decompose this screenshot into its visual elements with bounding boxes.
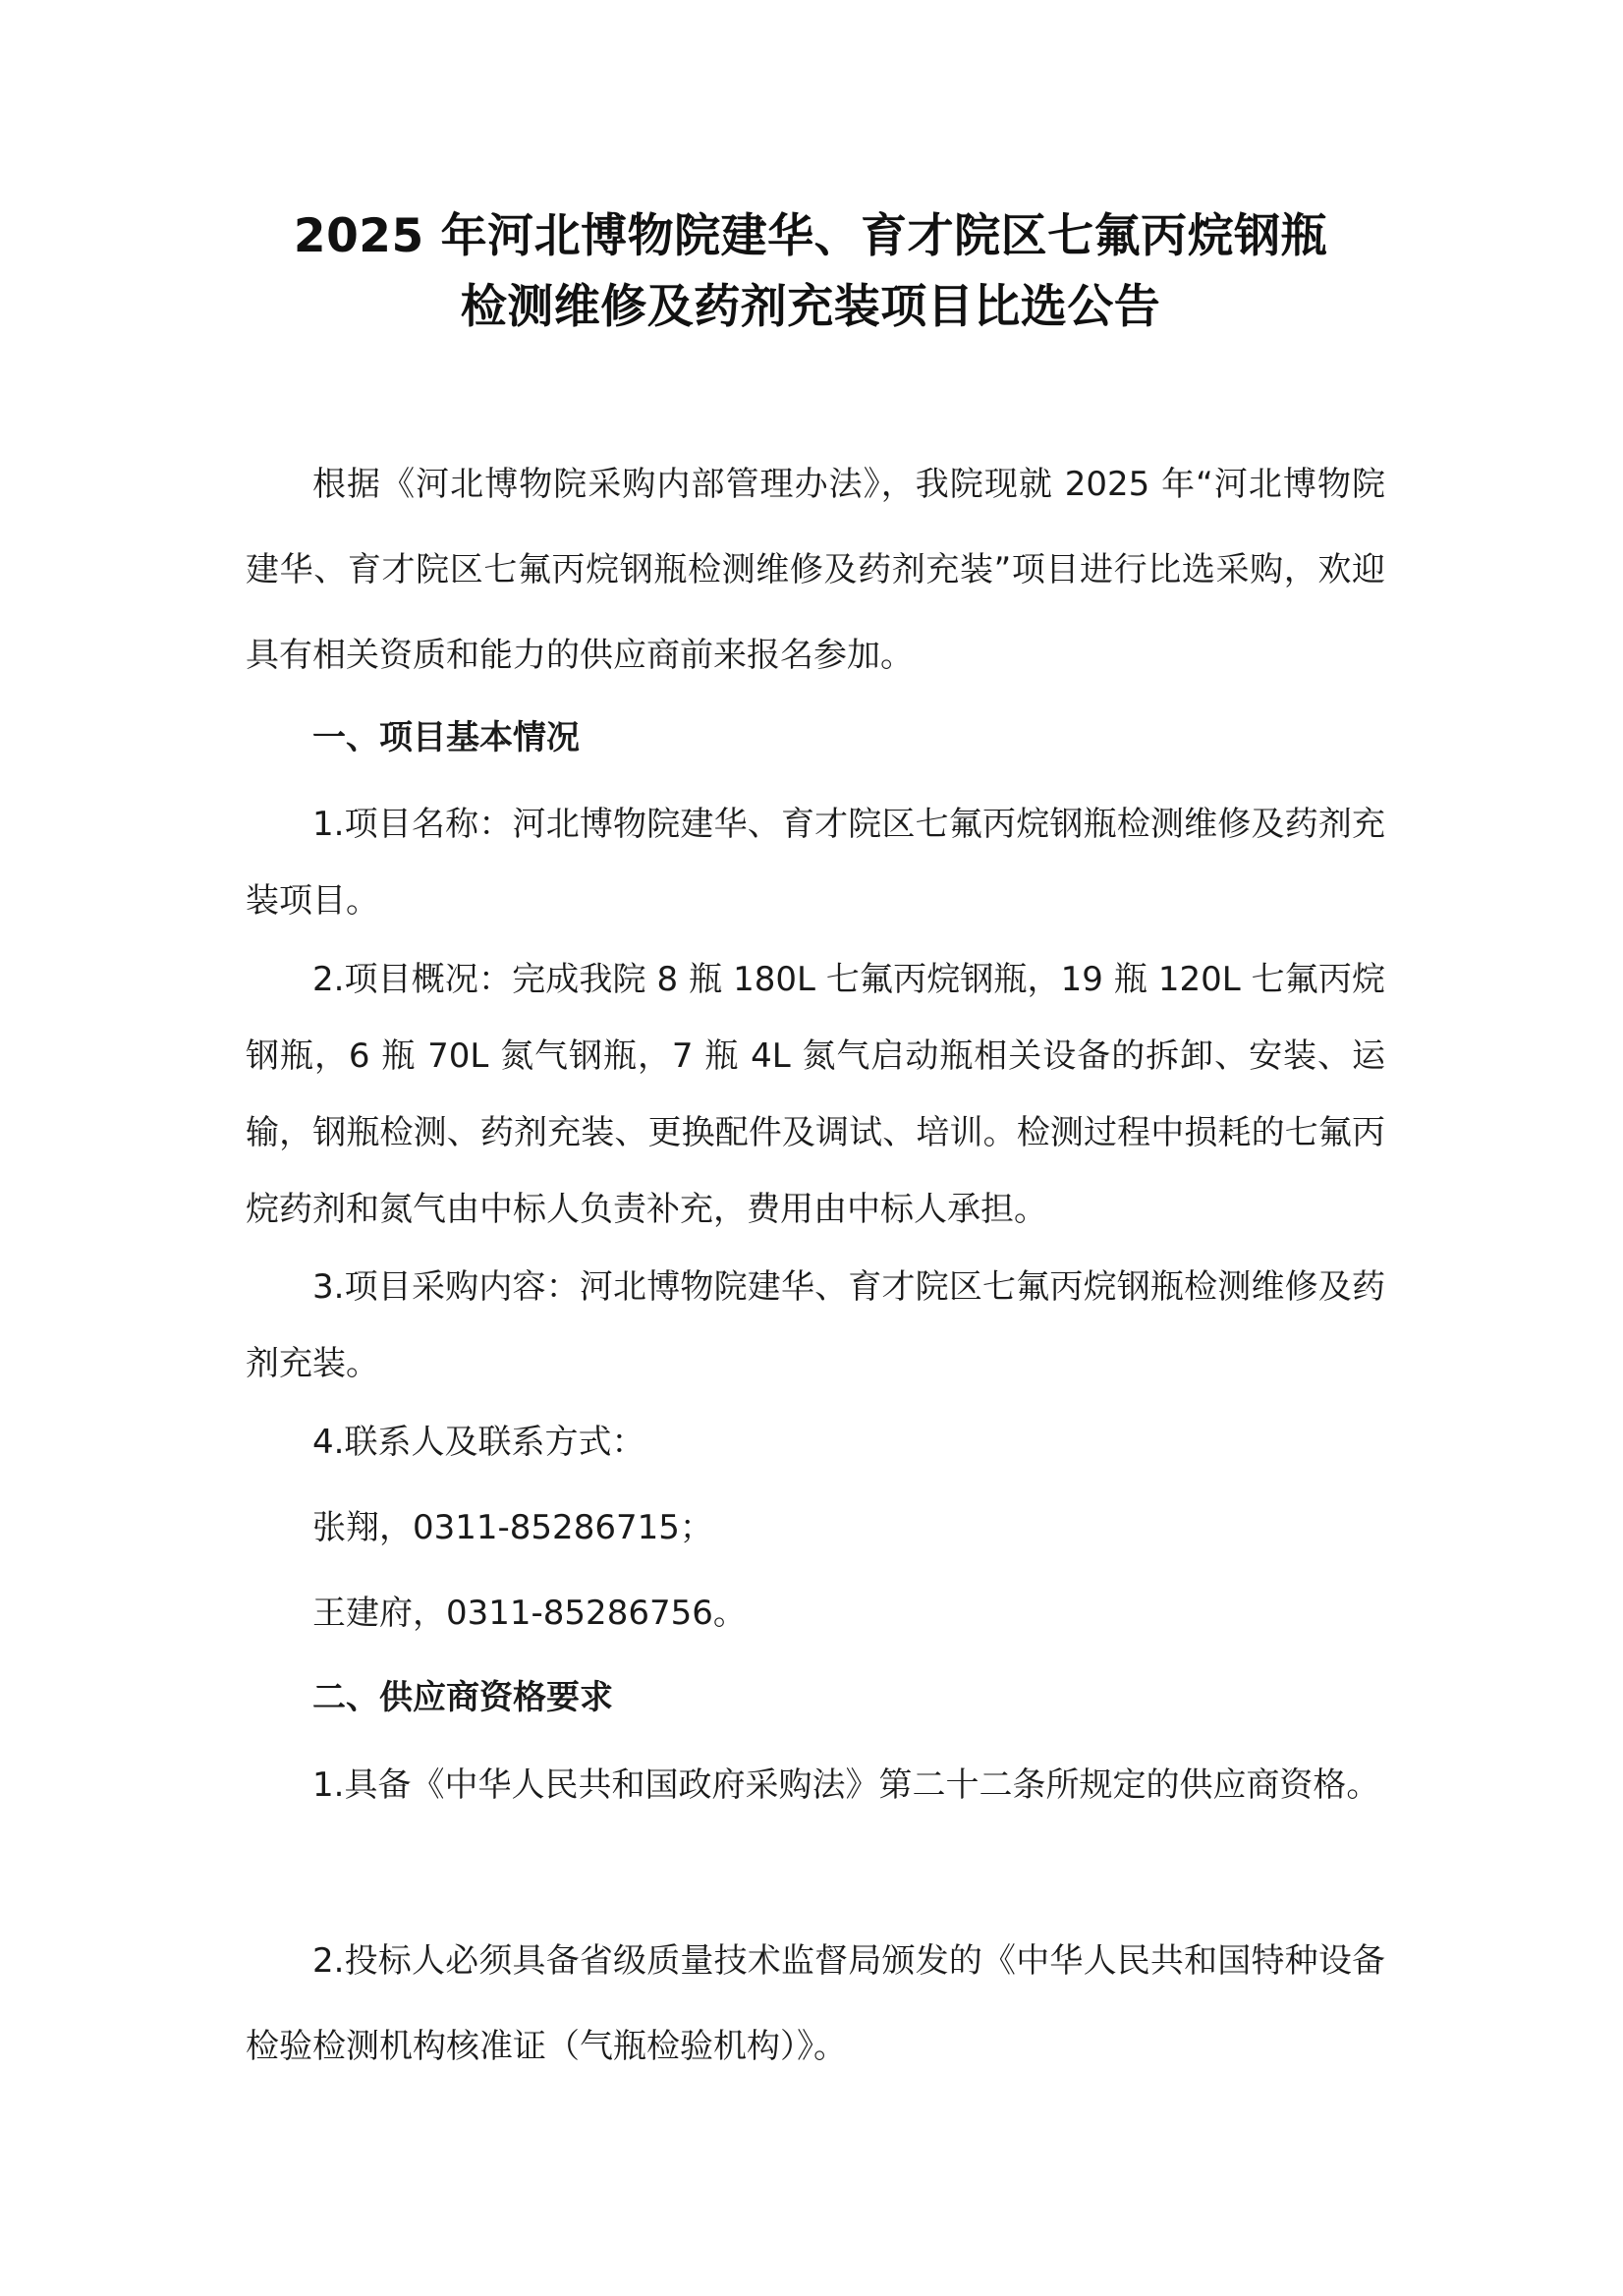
contact-wang: 王建府，0311-85286756。	[312, 1594, 747, 1633]
intro-block	[246, 442, 1385, 699]
section-2-item-2-block	[246, 1919, 1385, 2090]
title-line-1: 2025 年河北博物院建华、育才院区七氟丙烷钢瓶	[293, 209, 1328, 263]
title-line-2: 检测维修及药剂充装项目比选公告	[460, 280, 1161, 334]
section-1-heading: 一、项目基本情况	[312, 718, 580, 757]
document-title	[246, 201, 1375, 343]
contact-label: 4.联系人及联系方式：	[312, 1423, 645, 1462]
section-1-item-1-block	[246, 786, 1385, 939]
section-1-item-1: 1.项目名称：河北博物院建华、育才院区七氟丙烷钢瓶检测维修及药剂充装项目。	[246, 805, 1385, 921]
section-2-heading: 二、供应商资格要求	[312, 1678, 613, 1717]
contact-zhang: 张翔，0311-85286715；	[312, 1508, 713, 1547]
section-1-item-2-block	[246, 941, 1385, 1248]
section-2-item-1-block	[246, 1743, 1385, 1828]
section-2-item-1: 1.具备《中华人民共和国政府采购法》第二十二条所规定的供应商资格。	[312, 1765, 1380, 1805]
section-1-item-2: 2.项目概况：完成我院 8 瓶 180L 七氟丙烷钢瓶，19 瓶 120L 七氟丙烷钢瓶，6 瓶 70L 氮气钢瓶，7 瓶 4L 氮气启动瓶相关设备的拆卸、安装、运输，钢瓶检测、药剂充装、更换配件及调试、培训。检测过程中损耗的七氟丙烷药剂和氮气由中标人负责补充，费用由中标人承担。	[246, 960, 1385, 1229]
section-1-item-3: 3.项目采购内容：河北博物院建华、育才院区七氟丙烷钢瓶检测维修及药剂充装。	[246, 1267, 1385, 1383]
section-2	[246, 1653, 1385, 1742]
section-1-item-3-block	[246, 1249, 1385, 1402]
section-1	[246, 694, 1385, 782]
section-2-item-2: 2.投标人必须具备省级质量技术监督局颁发的《中华人民共和国特种设备检验检测机构核准证（气瓶检验机构）》。	[246, 1941, 1385, 2066]
intro-paragraph: 根据《河北博物院采购内部管理办法》，我院现就 2025 年“河北博物院建华、育才院区七氟丙烷钢瓶检测维修及药剂充装”项目进行比选采购，欢迎具有相关资质和能力的供应商前来报名参加。	[246, 465, 1385, 675]
contact-block	[246, 1400, 1385, 1656]
